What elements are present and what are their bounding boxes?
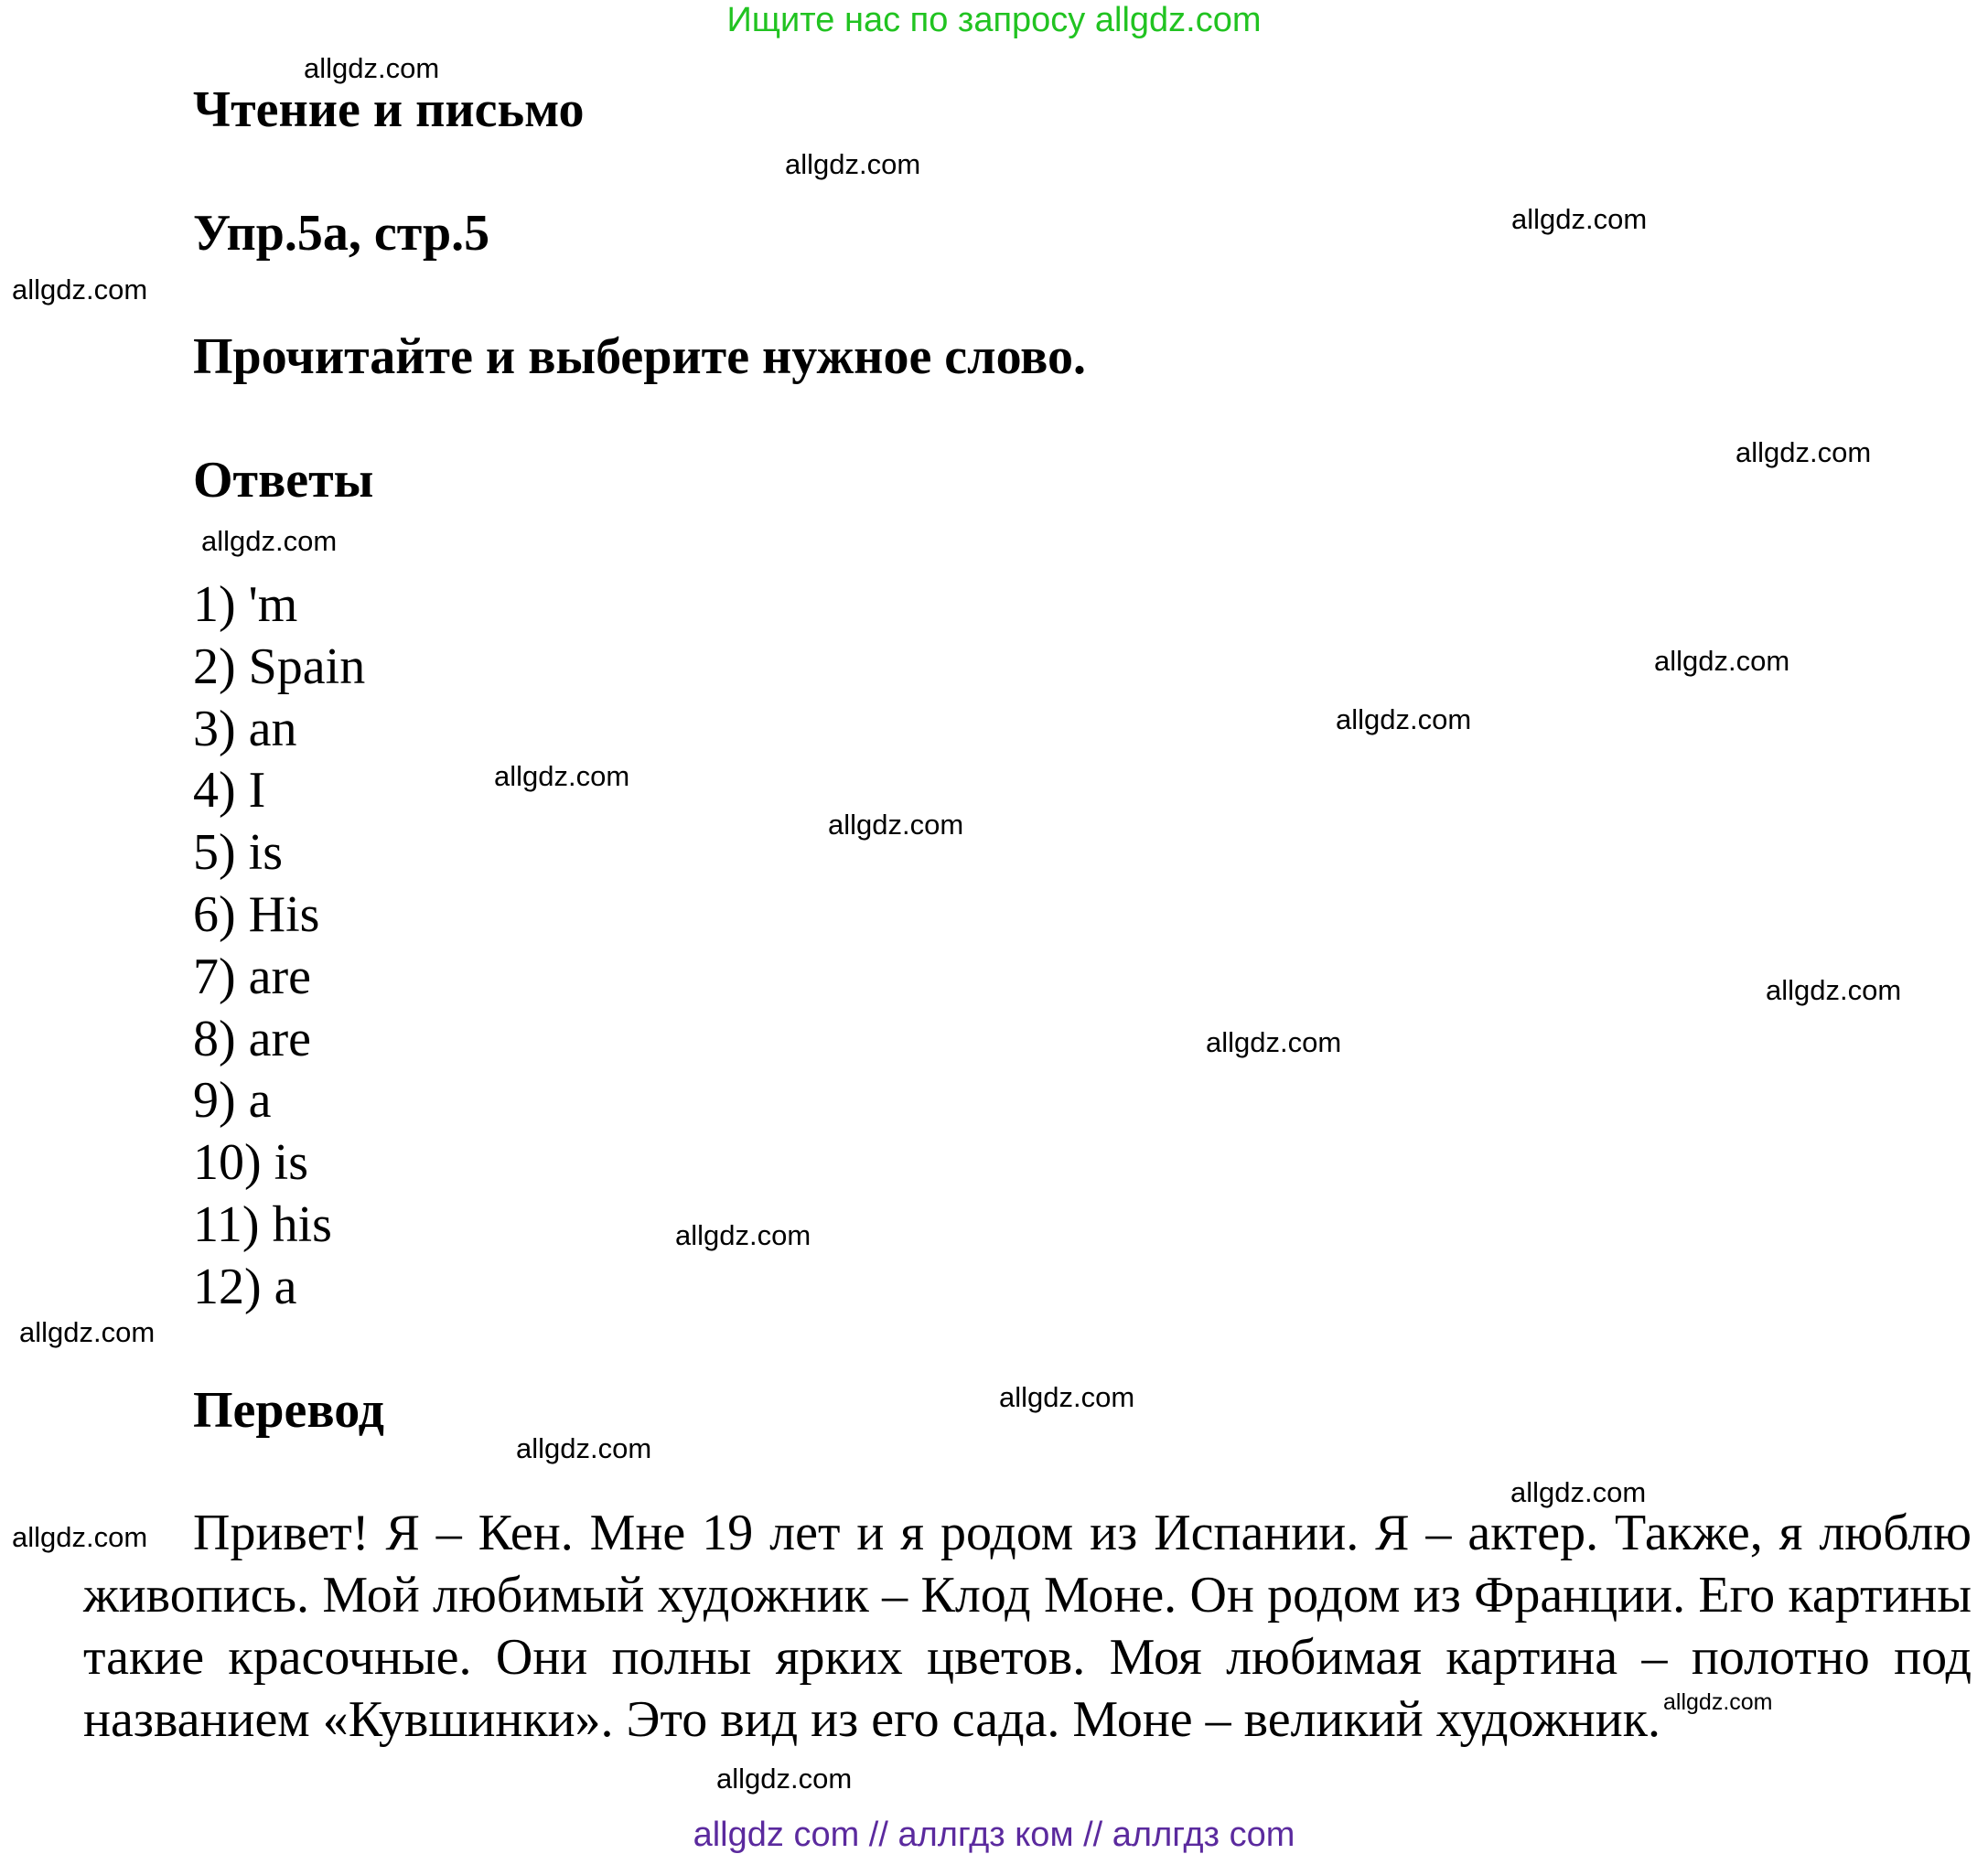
answer-item: 5) is xyxy=(193,824,283,882)
search-note[interactable]: Ищите нас по запросу allgdz.com xyxy=(726,1,1262,39)
watermark: allgdz.com xyxy=(1511,203,1648,235)
answer-item: 11) his xyxy=(193,1195,332,1253)
answer-item: 12) a xyxy=(193,1258,297,1315)
section-title: Чтение и письмо xyxy=(193,81,585,138)
watermark: allgdz.com xyxy=(494,760,630,792)
answer-item: 7) are xyxy=(193,948,312,1005)
watermark: allgdz.com xyxy=(785,148,921,180)
answer-item: 3) an xyxy=(193,700,297,757)
task-instruction: Прочитайте и выберите нужное слово. xyxy=(193,328,1087,385)
watermark: allgdz.com xyxy=(716,1763,853,1795)
answers-list xyxy=(193,574,365,1319)
watermark: allgdz.com xyxy=(1663,1689,1773,1715)
watermark: allgdz.com xyxy=(675,1219,811,1251)
answer-item: 8) are xyxy=(193,1010,312,1067)
answer-item: 4) I xyxy=(193,762,266,820)
watermark: allgdz.com xyxy=(201,525,338,557)
watermark: allgdz.com xyxy=(1735,436,1872,468)
footer-links[interactable]: allgdz com // аллгдз ком // аллгдз com xyxy=(693,1816,1295,1854)
translation-heading: Перевод xyxy=(193,1382,384,1439)
watermark: allgdz.com xyxy=(828,809,964,841)
watermark: allgdz.com xyxy=(1510,1476,1647,1508)
watermark: allgdz.com xyxy=(12,1521,148,1553)
answer-item: 6) His xyxy=(193,885,320,943)
translation-paragraph: Привет! Я – Кен. Мне 19 лет и я родом из Испании. Я – актер. Также, я люблю живопись. Мой любимый художник – Клод Моне. Он родом из Франции. Его картины такие красочные. Они полны ярких цветов. Моя любимая картина – полотно под названием «Кувшинки». Это вид из его сада. Моне – великий художник. xyxy=(83,1505,1972,1748)
watermark: allgdz.com xyxy=(1766,974,1902,1006)
watermark: allgdz.com xyxy=(19,1316,156,1348)
answer-item: 2) Spain xyxy=(193,638,366,695)
watermark: allgdz.com xyxy=(999,1381,1135,1413)
answer-item: 10) is xyxy=(193,1134,308,1192)
watermark: allgdz.com xyxy=(12,273,148,305)
watermark: allgdz.com xyxy=(1336,703,1472,735)
watermark: allgdz.com xyxy=(516,1432,652,1464)
answers-heading: Ответы xyxy=(193,452,374,509)
answer-item: 9) a xyxy=(193,1072,272,1130)
exercise-number: Упр.5а, стр.5 xyxy=(193,205,490,262)
watermark: allgdz.com xyxy=(304,52,440,84)
watermark: allgdz.com xyxy=(1206,1026,1342,1058)
watermark: allgdz.com xyxy=(1654,645,1790,677)
answer-item: 1) 'm xyxy=(193,576,298,633)
